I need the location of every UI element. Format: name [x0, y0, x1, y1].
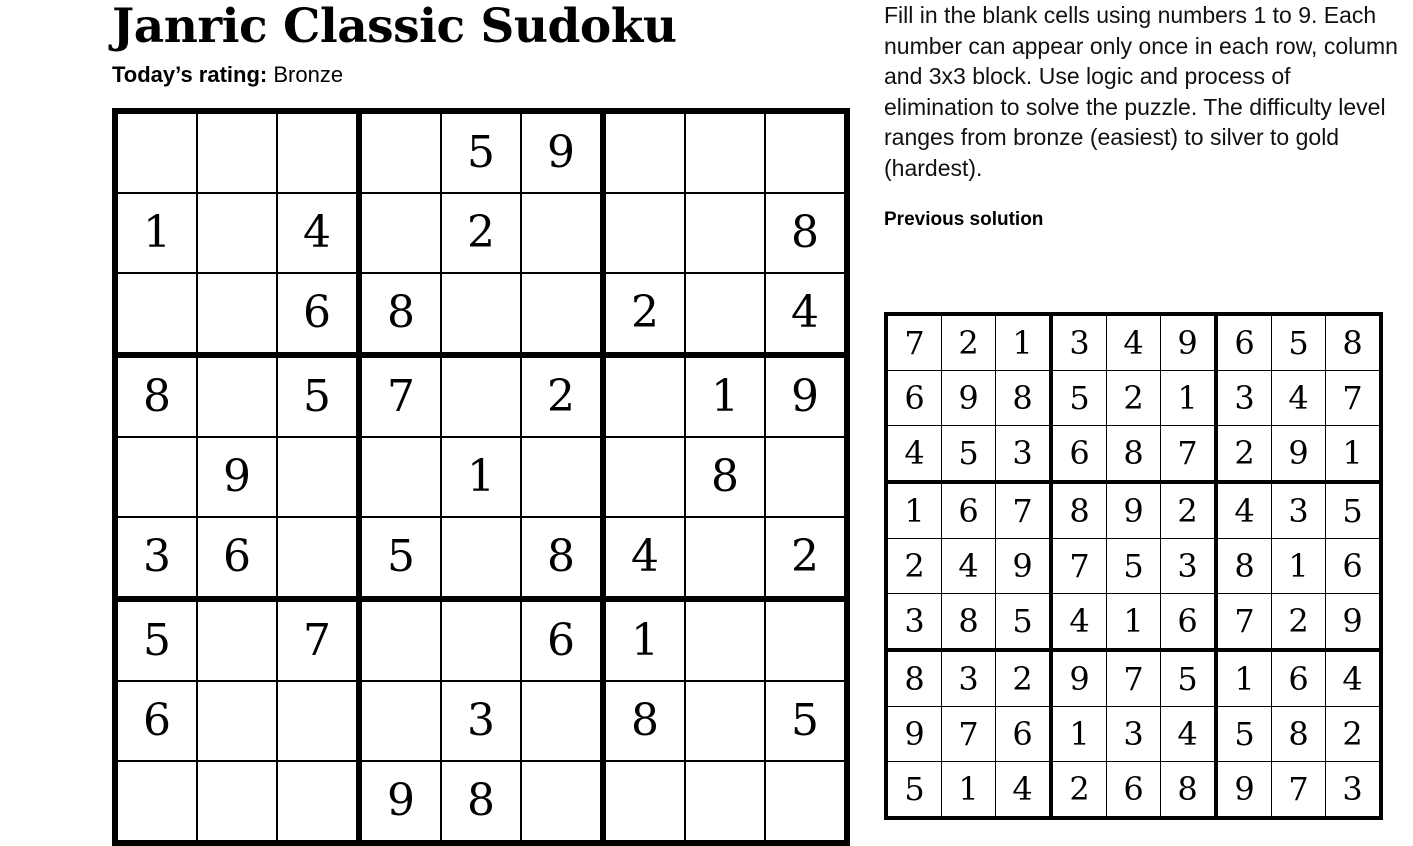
solution-cell: 9	[942, 371, 996, 426]
table-row	[115, 437, 847, 517]
solution-cell: 3	[942, 650, 996, 707]
solution-cell: 1	[886, 482, 942, 539]
solution-cell: 1	[942, 762, 996, 819]
solution-cell: 3	[1161, 539, 1217, 594]
solution-cell: 9	[1161, 314, 1217, 371]
puzzle-cell[interactable]: 5	[441, 111, 521, 193]
puzzle-cell[interactable]: 2	[521, 355, 603, 437]
rating-line	[112, 62, 842, 88]
puzzle-cell[interactable]	[603, 193, 685, 273]
puzzle-cell[interactable]: 6	[115, 681, 197, 761]
solution-cell: 7	[1216, 594, 1272, 651]
puzzle-cell[interactable]	[197, 193, 277, 273]
solution-cell: 7	[886, 314, 942, 371]
puzzle-cell[interactable]	[685, 599, 765, 681]
solution-cell: 5	[1216, 707, 1272, 762]
solution-cell: 9	[1272, 426, 1326, 483]
puzzle-cell[interactable]: 4	[765, 273, 847, 355]
puzzle-cell[interactable]	[115, 273, 197, 355]
solution-cell: 8	[1107, 426, 1161, 483]
solution-cell: 9	[1216, 762, 1272, 819]
solution-cell: 1	[1272, 539, 1326, 594]
puzzle-cell[interactable]: 2	[765, 517, 847, 599]
solution-cell: 4	[1272, 371, 1326, 426]
puzzle-cell[interactable]	[521, 273, 603, 355]
solution-cell: 1	[1326, 426, 1382, 483]
table-row	[115, 193, 847, 273]
puzzle-cell[interactable]: 8	[359, 273, 441, 355]
puzzle-cell[interactable]: 9	[197, 437, 277, 517]
solution-cell: 6	[1051, 426, 1107, 483]
solution-cell: 3	[1107, 707, 1161, 762]
previous-solution-heading: Previous solution	[884, 209, 1044, 230]
table-row	[115, 517, 847, 599]
puzzle-cell[interactable]: 3	[441, 681, 521, 761]
solution-cell: 8	[942, 594, 996, 651]
puzzle-cell[interactable]	[765, 761, 847, 843]
solution-cell: 9	[1107, 482, 1161, 539]
solution-cell: 7	[1107, 650, 1161, 707]
puzzle-cell[interactable]: 7	[277, 599, 359, 681]
puzzle-cell[interactable]	[359, 193, 441, 273]
puzzle-cell[interactable]	[603, 437, 685, 517]
puzzle-cell[interactable]: 4	[277, 193, 359, 273]
puzzle-cell[interactable]: 5	[277, 355, 359, 437]
solution-cell: 4	[1107, 314, 1161, 371]
solution-cell: 3	[996, 426, 1052, 483]
solution-cell: 2	[942, 314, 996, 371]
solution-cell: 9	[1326, 594, 1382, 651]
puzzle-cell[interactable]	[197, 761, 277, 843]
solution-cell: 1	[1051, 707, 1107, 762]
table-row	[886, 650, 1381, 707]
puzzle-cell[interactable]	[765, 437, 847, 517]
solution-cell: 2	[886, 539, 942, 594]
puzzle-cell[interactable]	[521, 681, 603, 761]
puzzle-cell[interactable]: 2	[603, 273, 685, 355]
puzzle-cell[interactable]	[197, 599, 277, 681]
solution-cell: 4	[1326, 650, 1382, 707]
puzzle-cell[interactable]	[521, 761, 603, 843]
puzzle-cell[interactable]: 8	[441, 761, 521, 843]
solution-cell: 1	[1107, 594, 1161, 651]
puzzle-cell[interactable]	[765, 111, 847, 193]
solution-cell: 4	[1051, 594, 1107, 651]
solution-cell: 5	[1107, 539, 1161, 594]
puzzle-cell[interactable]: 8	[765, 193, 847, 273]
solution-table	[884, 312, 1383, 820]
solution-cell: 8	[1161, 762, 1217, 819]
puzzle-cell[interactable]	[685, 273, 765, 355]
puzzle-cell[interactable]: 8	[521, 517, 603, 599]
solution-cell: 2	[1161, 482, 1217, 539]
puzzle-cell[interactable]	[277, 437, 359, 517]
puzzle-cell[interactable]	[359, 681, 441, 761]
table-row	[115, 355, 847, 437]
table-row	[886, 426, 1381, 483]
puzzle-cell[interactable]	[685, 761, 765, 843]
solution-cell: 7	[942, 707, 996, 762]
rating-value: Bronze	[273, 62, 344, 87]
puzzle-cell[interactable]	[197, 111, 277, 193]
solution-cell: 8	[996, 371, 1052, 426]
solution-cell: 1	[996, 314, 1052, 371]
solution-cell: 4	[886, 426, 942, 483]
solution-cell: 4	[1216, 482, 1272, 539]
solution-cell: 8	[886, 650, 942, 707]
solution-cell: 2	[1107, 371, 1161, 426]
solution-cell: 5	[1272, 314, 1326, 371]
solution-cell: 3	[1272, 482, 1326, 539]
solution-cell: 5	[1326, 482, 1382, 539]
puzzle-cell[interactable]	[197, 273, 277, 355]
previous-solution-grid	[884, 312, 1383, 820]
puzzle-cell[interactable]	[685, 681, 765, 761]
table-row	[115, 111, 847, 193]
solution-cell: 7	[996, 482, 1052, 539]
puzzle-cell[interactable]: 9	[359, 761, 441, 843]
solution-cell: 6	[886, 371, 942, 426]
puzzle-cell[interactable]	[197, 681, 277, 761]
solution-cell: 5	[942, 426, 996, 483]
solution-cell: 4	[996, 762, 1052, 819]
puzzle-cell[interactable]: 5	[765, 681, 847, 761]
solution-cell: 9	[1051, 650, 1107, 707]
puzzle-cell[interactable]: 1	[685, 355, 765, 437]
puzzle-cell[interactable]: 5	[359, 517, 441, 599]
solution-cell: 7	[1272, 762, 1326, 819]
puzzle-cell[interactable]: 8	[685, 437, 765, 517]
puzzle-cell[interactable]: 3	[115, 517, 197, 599]
instructions-panel	[884, 0, 1404, 239]
instructions-text: Fill in the blank cells using numbers 1 to 9. Each number can appear only once in each row, column and 3x3 block. Use logic and process of elimination to solve the puzzle. The difficulty level ranges from bronze (easiest) to silver to gold (hardest).	[884, 2, 1398, 181]
solution-cell: 9	[996, 539, 1052, 594]
puzzle-cell[interactable]	[441, 517, 521, 599]
page-title: Janric Classic Sudoku	[112, 0, 677, 54]
puzzle-cell[interactable]	[197, 355, 277, 437]
solution-cell: 2	[996, 650, 1052, 707]
puzzle-cell[interactable]	[441, 273, 521, 355]
puzzle-cell[interactable]: 7	[359, 355, 441, 437]
puzzle-cell[interactable]	[521, 437, 603, 517]
puzzle-cell[interactable]	[359, 111, 441, 193]
solution-cell: 1	[1216, 650, 1272, 707]
puzzle-cell[interactable]: 2	[441, 193, 521, 273]
solution-cell: 4	[942, 539, 996, 594]
solution-cell: 7	[1326, 371, 1382, 426]
puzzle-cell[interactable]: 1	[441, 437, 521, 517]
puzzle-cell[interactable]: 5	[115, 599, 197, 681]
solution-cell: 7	[1161, 426, 1217, 483]
puzzle-cell[interactable]: 8	[115, 355, 197, 437]
solution-cell: 8	[1051, 482, 1107, 539]
puzzle-cell[interactable]	[685, 517, 765, 599]
puzzle-cell[interactable]	[277, 761, 359, 843]
solution-cell: 2	[1272, 594, 1326, 651]
solution-cell: 5	[886, 762, 942, 819]
solution-cell: 5	[1051, 371, 1107, 426]
solution-cell: 5	[996, 594, 1052, 651]
puzzle-cell[interactable]	[685, 193, 765, 273]
puzzle-cell[interactable]: 6	[521, 599, 603, 681]
puzzle-cell[interactable]	[765, 599, 847, 681]
puzzle-cell[interactable]	[115, 761, 197, 843]
table-row	[115, 681, 847, 761]
table-row	[115, 599, 847, 681]
puzzle-cell[interactable]: 1	[115, 193, 197, 273]
solution-cell: 6	[1161, 594, 1217, 651]
solution-cell: 3	[1326, 762, 1382, 819]
table-row	[886, 707, 1381, 762]
puzzle-cell[interactable]: 6	[197, 517, 277, 599]
solution-cell: 3	[1051, 314, 1107, 371]
table-row	[886, 539, 1381, 594]
puzzle-cell[interactable]: 1	[603, 599, 685, 681]
solution-cell: 3	[886, 594, 942, 651]
puzzle-cell[interactable]: 8	[603, 681, 685, 761]
solution-cell: 2	[1216, 426, 1272, 483]
puzzle-cell[interactable]	[441, 355, 521, 437]
puzzle-cell[interactable]	[277, 681, 359, 761]
solution-cell: 6	[1107, 762, 1161, 819]
solution-cell: 8	[1216, 539, 1272, 594]
solution-cell: 1	[1161, 371, 1217, 426]
solution-cell: 5	[1161, 650, 1217, 707]
puzzle-cell[interactable]	[441, 599, 521, 681]
solution-cell: 2	[1051, 762, 1107, 819]
puzzle-header	[112, 0, 842, 88]
puzzle-cell[interactable]	[115, 111, 197, 193]
solution-cell: 6	[1216, 314, 1272, 371]
puzzle-cell[interactable]: 9	[521, 111, 603, 193]
solution-cell: 9	[886, 707, 942, 762]
rating-label: Today’s rating:	[112, 62, 268, 87]
table-row	[886, 594, 1381, 651]
table-row	[115, 273, 847, 355]
solution-cell: 8	[1326, 314, 1382, 371]
solution-cell: 6	[1272, 650, 1326, 707]
solution-cell: 6	[1326, 539, 1382, 594]
puzzle-cell[interactable]	[603, 111, 685, 193]
solution-cell: 2	[1326, 707, 1382, 762]
table-row	[886, 371, 1381, 426]
table-row	[886, 314, 1381, 371]
puzzle-cell[interactable]	[277, 517, 359, 599]
puzzle-cell[interactable]	[115, 437, 197, 517]
puzzle-cell[interactable]	[277, 111, 359, 193]
solution-cell: 8	[1272, 707, 1326, 762]
puzzle-cell[interactable]	[359, 437, 441, 517]
puzzle-cell[interactable]	[685, 111, 765, 193]
puzzle-cell[interactable]	[603, 761, 685, 843]
solution-cell: 4	[1161, 707, 1217, 762]
puzzle-cell[interactable]	[521, 193, 603, 273]
solution-cell: 6	[996, 707, 1052, 762]
solution-cell: 6	[942, 482, 996, 539]
solution-cell: 7	[1051, 539, 1107, 594]
puzzle-cell[interactable]: 4	[603, 517, 685, 599]
table-row	[115, 761, 847, 843]
table-row	[886, 482, 1381, 539]
puzzle-cell[interactable]	[359, 599, 441, 681]
puzzle-cell[interactable]: 9	[765, 355, 847, 437]
solution-cell: 3	[1216, 371, 1272, 426]
sudoku-table	[112, 108, 850, 846]
puzzle-cell[interactable]	[603, 355, 685, 437]
puzzle-grid	[112, 108, 850, 846]
puzzle-cell[interactable]: 6	[277, 273, 359, 355]
table-row	[886, 762, 1381, 819]
